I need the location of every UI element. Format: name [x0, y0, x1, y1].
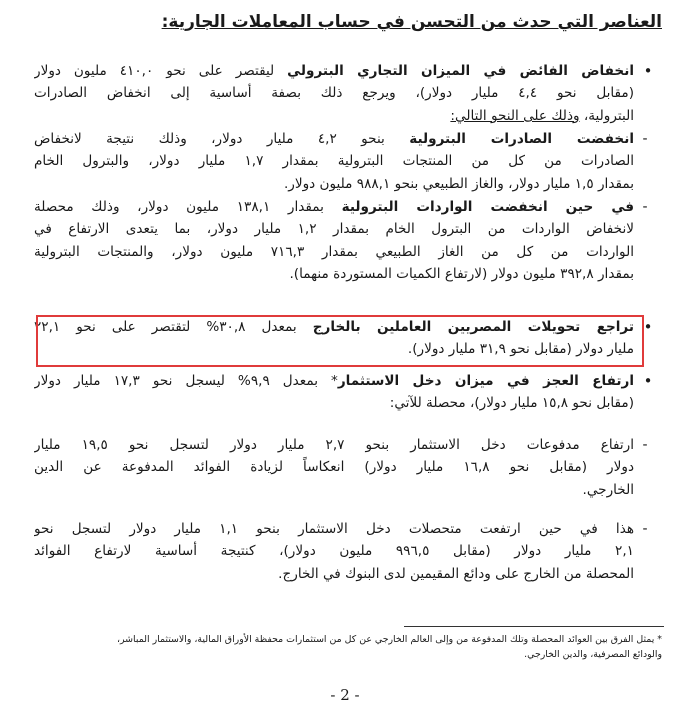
paragraph-3	[34, 196, 634, 286]
text-run: المحصلة من الخارج على ودائع المقيمين لدى البنوك في الخارج.	[278, 565, 634, 582]
paragraph-2	[34, 128, 634, 195]
bold-phrase: في حين انخفضت الواردات البترولية	[341, 199, 634, 215]
paragraph-line	[34, 518, 634, 540]
paragraph-line	[34, 173, 634, 195]
footnote	[22, 632, 662, 662]
paragraph-line	[34, 60, 634, 82]
text-run: (مقابل نحو ٤,٤ مليار دولار)، ويرجع ذلك بصفة أساسية إلى انخفاض الصادرات	[34, 85, 634, 102]
page-number: - 2 -	[330, 686, 360, 704]
paragraph-line	[34, 105, 634, 127]
text-run: ارتفاع مدفوعات دخل الاستثمار بنحو ٢,٧ مليار دولار لتسجل نحو ١٩,٥ مليار	[34, 437, 634, 453]
text-run: ليقتصر على نحو ٤١٠,٠ مليون دولار	[34, 63, 288, 79]
text-run: هذا في حين ارتفعت متحصلات دخل الاستثمار بنحو ١,١ مليار دولار لتسجل نحو	[34, 521, 634, 537]
text-run: بمقدار ١٣٨,١ مليون دولار، وذلك محصلة	[34, 199, 342, 215]
paragraph-line	[34, 456, 634, 478]
text-run: مليار دولار (مقابل نحو ٣١,٩ مليار دولار).	[407, 341, 634, 358]
paragraph-line	[34, 370, 634, 392]
footnote-line: * يمثل الفرق بين العوائد المحصلة وتلك المدفوعة من وإلى العالم الخارجي عن كل من استثمارات محفظة الأوراق المالية، والاستثمار المباشر،	[116, 634, 662, 645]
paragraph-line	[34, 540, 634, 562]
dash-marker: -	[642, 131, 648, 147]
paragraph-line	[34, 434, 634, 456]
bold-phrase: ارتفاع العجز في ميزان دخل الاستثمار	[337, 373, 634, 389]
text-run: لانخفاض الواردات من البترول الخام بمقدار ١,٢ مليار دولار، بما يتعدى الارتفاع في	[34, 221, 634, 238]
highlight-box	[36, 315, 644, 367]
text-run: بنحو ٤,٢ مليار دولار، وذلك نتيجة لانخفاض	[34, 131, 410, 147]
bold-phrase: تراجع تحويلات المصريين العاملين بالخارج	[312, 319, 634, 335]
paragraph-line	[34, 241, 634, 263]
paragraph-1	[34, 60, 634, 127]
bold-phrase: انخفضت الصادرات البترولية	[409, 131, 634, 147]
dash-marker: -	[642, 521, 648, 537]
paragraph-line	[34, 563, 634, 585]
bullet-marker: •	[643, 318, 653, 336]
paragraph-7	[34, 518, 634, 585]
footnote-line: والودائع المصرفية، والدين الخارجي.	[524, 649, 662, 660]
section-heading: العناصر التي حدث من التحسن في حساب المعاملات الجارية:	[161, 12, 662, 32]
text-run: ٢,١ مليار دولار (مقابل ٩٩٦,٥ مليون دولار)، كنتيجة أساسية لارتفاع الفوائد	[34, 543, 634, 560]
text-run: الصادرات من كل من المنتجات البترولية بمقدار ١,٧ مليار دولار، والبترول الخام	[34, 153, 634, 170]
paragraph-line	[34, 392, 634, 414]
text-run: بمعدل ٣٠,٨% لتقتصر على نحو ٢٢,١	[34, 319, 313, 335]
paragraph-line	[34, 128, 634, 150]
bullet-marker: •	[643, 372, 653, 390]
dash-marker: -	[642, 437, 648, 453]
text-run: * بمعدل ٩,٩% ليسجل نحو ١٧,٣ مليار دولار	[34, 373, 338, 389]
paragraph-line	[34, 82, 634, 104]
text-run: دولار (مقابل نحو ١٦,٨ مليار دولار) انعكاساً لزيادة الفوائد المدفوعة عن الدين	[34, 459, 634, 476]
paragraph-line	[34, 150, 634, 172]
text-run: البترولية،	[579, 107, 634, 124]
text-run: بمقدار ١,٥ مليار دولار، والغاز الطبيعي بنحو ٩٨٨,١ مليون دولار.	[283, 175, 634, 192]
paragraph-line	[34, 218, 634, 240]
footnote-separator	[404, 626, 664, 627]
paragraph-line	[34, 196, 634, 218]
paragraph-line	[34, 479, 634, 501]
bold-phrase: انخفاض الفائض في الميزان التجاري البترولي	[287, 63, 634, 79]
text-run: بمقدار ٣٩٢,٨ مليون دولار (لارتفاع الكميات المستوردة منهما).	[289, 266, 634, 283]
bullet-marker: •	[643, 62, 653, 80]
paragraph-6	[34, 434, 634, 501]
paragraph-line	[34, 263, 634, 285]
dash-marker: -	[642, 199, 648, 215]
text-run: الخارجي.	[582, 481, 634, 498]
text-run: (مقابل نحو ١٥,٨ مليار دولار)، محصلة للآتي:	[389, 395, 634, 412]
underlined-phrase: وذلك على النحو التالي:	[450, 107, 580, 124]
paragraph-5	[34, 370, 634, 415]
text-run: الواردات من كل من الغاز الطبيعي بمقدار ٧١٦,٣ مليون دولار، والمنتجات البترولية	[34, 243, 634, 260]
